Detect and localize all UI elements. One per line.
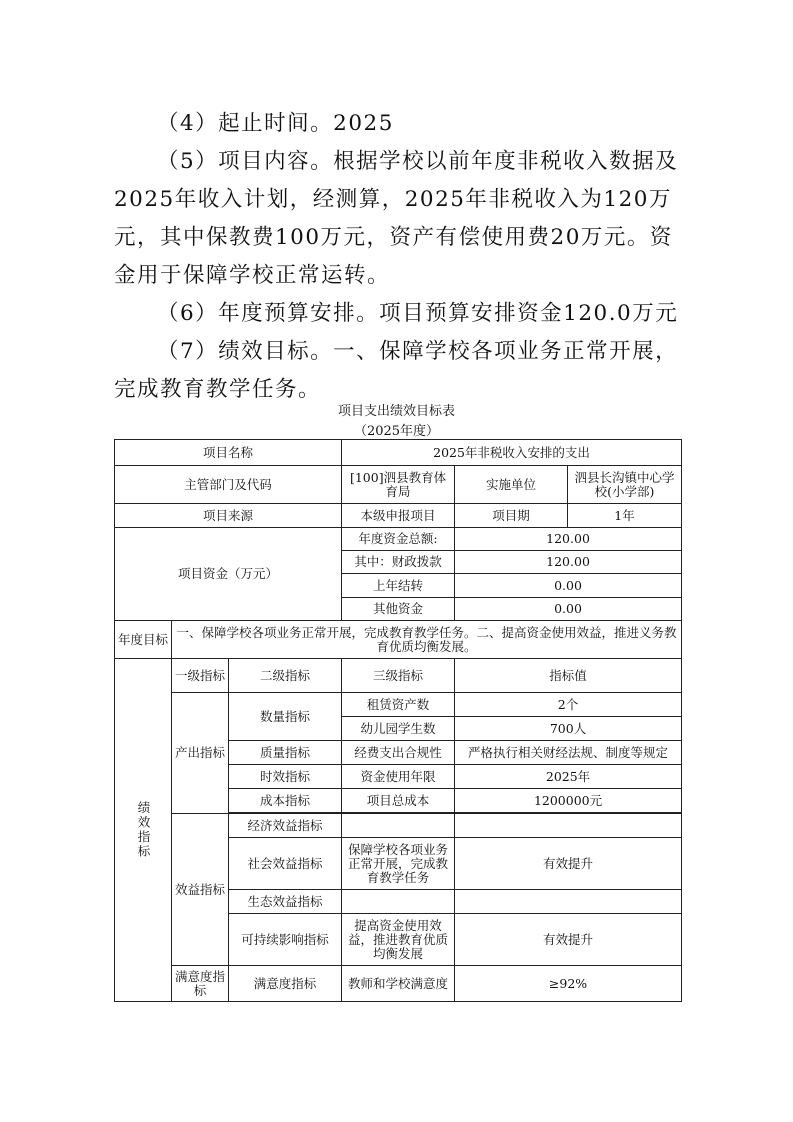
- economic-level3: [342, 814, 455, 838]
- table-row: [115, 466, 682, 504]
- satisfaction-value: ≥92%: [455, 966, 682, 1002]
- satisfaction-label: 满意度指标: [172, 966, 229, 1002]
- header-level2: 二级指标: [229, 659, 342, 693]
- eco-level3: [342, 890, 455, 914]
- project-name-value: 2025年非税收入安排的支出: [342, 440, 682, 466]
- header-value: 指标值: [455, 659, 682, 693]
- funds-total-value: 120.00: [455, 528, 682, 551]
- timeliness-label: 时效指标: [229, 765, 342, 789]
- table-row: [115, 966, 682, 1002]
- funds-carryover-label: 上年结转: [342, 574, 455, 598]
- quantity-value-2: 700人: [455, 717, 682, 741]
- table-row: [115, 440, 682, 466]
- quality-label: 质量指标: [229, 741, 342, 765]
- quantity-label: 数量指标: [229, 693, 342, 741]
- quantity-level3-2: 幼儿园学生数: [342, 717, 455, 741]
- impl-unit-label: 实施单位: [455, 466, 568, 504]
- funds-other-label: 其他资金: [342, 598, 455, 621]
- paragraph-start-time: （4）起止时间。2025: [157, 111, 394, 136]
- paragraph-budget: （6）年度预算安排。项目预算安排资金120.0万元: [157, 301, 679, 326]
- eco-value: [455, 890, 682, 914]
- table-row: [115, 659, 682, 693]
- performance-target-table: [114, 439, 682, 1002]
- social-value: 有效提升: [455, 838, 682, 890]
- timeliness-level3: 资金使用年限: [342, 765, 455, 789]
- perf-label: 绩效指标: [115, 659, 172, 1002]
- timeliness-value: 2025年: [455, 765, 682, 789]
- funds-other-value: 0.00: [455, 598, 682, 621]
- cost-label: 成本指标: [229, 789, 342, 813]
- header-level1: 一级指标: [172, 659, 229, 693]
- cost-level3: 项目总成本: [342, 789, 455, 813]
- period-value: 1年: [568, 504, 682, 528]
- funds-total-label: 年度资金总额:: [342, 528, 455, 551]
- table-row: [115, 528, 682, 551]
- period-label: 项目期: [455, 504, 568, 528]
- quantity-level3-1: 租赁资产数: [342, 693, 455, 717]
- table-row: [115, 504, 682, 528]
- paragraph-content: （5）项目内容。根据学校以前年度非税收入数据及2025年收入计划，经测算，2025年非税收入为120万元，其中保教费100万元，资产有偿使用费20万元。资金用于保障学校正常运转。: [114, 149, 679, 288]
- economic-label: 经济效益指标: [229, 814, 342, 838]
- dept-value: [100]泗县教育体育局: [342, 466, 455, 504]
- impl-unit-value: 泗县长沟镇中心学校(小学部): [568, 466, 682, 504]
- annual-goal-value: 一、保障学校各项业务正常开展，完成教育教学任务。二、提高资金使用效益，推进义务教育优质均衡发展。: [172, 621, 682, 659]
- table-row: [115, 621, 682, 659]
- table-title: 项目支出绩效目标表: [337, 404, 455, 419]
- quantity-value-1: 2个: [455, 693, 682, 717]
- sustain-label: 可持续影响指标: [229, 914, 342, 966]
- table-row: [115, 814, 682, 838]
- annual-goal-label: 年度目标: [115, 621, 172, 659]
- economic-value: [455, 814, 682, 838]
- sustain-value: 有效提升: [455, 914, 682, 966]
- cost-value: 1200000元: [455, 789, 682, 813]
- quality-value: 严格执行相关财经法规、制度等规定: [455, 741, 682, 765]
- paragraph-goal: （7）绩效目标。一、保障学校各项业务正常开展，完成教育教学任务。: [114, 339, 679, 402]
- funds-carryover-value: 0.00: [455, 574, 682, 598]
- source-value: 本级申报项目: [342, 504, 455, 528]
- satisfaction-level3: 教师和学校满意度: [342, 966, 455, 1002]
- source-label: 项目来源: [115, 504, 342, 528]
- social-label: 社会效益指标: [229, 838, 342, 890]
- header-level3: 三级指标: [342, 659, 455, 693]
- satisfaction-level2: 满意度指标: [229, 966, 342, 1002]
- social-level3: 保障学校各项业务正常开展，完成教育教学任务: [342, 838, 455, 890]
- quality-level3: 经费支出合规性: [342, 741, 455, 765]
- eco-label: 生态效益指标: [229, 890, 342, 914]
- table-subtitle: （2025年度）: [353, 424, 440, 439]
- output-label: 产出指标: [172, 693, 229, 814]
- sustain-level3: 提高资金使用效益，推进教育优质均衡发展: [342, 914, 455, 966]
- table-row: [115, 693, 682, 717]
- dept-label: 主管部门及代码: [115, 466, 342, 504]
- funds-label: 项目资金（万元）: [115, 528, 342, 621]
- funds-fiscal-value: 120.00: [455, 551, 682, 574]
- project-name-label: 项目名称: [115, 440, 342, 466]
- benefit-label: 效益指标: [172, 814, 229, 966]
- funds-fiscal-label: 其中：财政拨款: [342, 551, 455, 574]
